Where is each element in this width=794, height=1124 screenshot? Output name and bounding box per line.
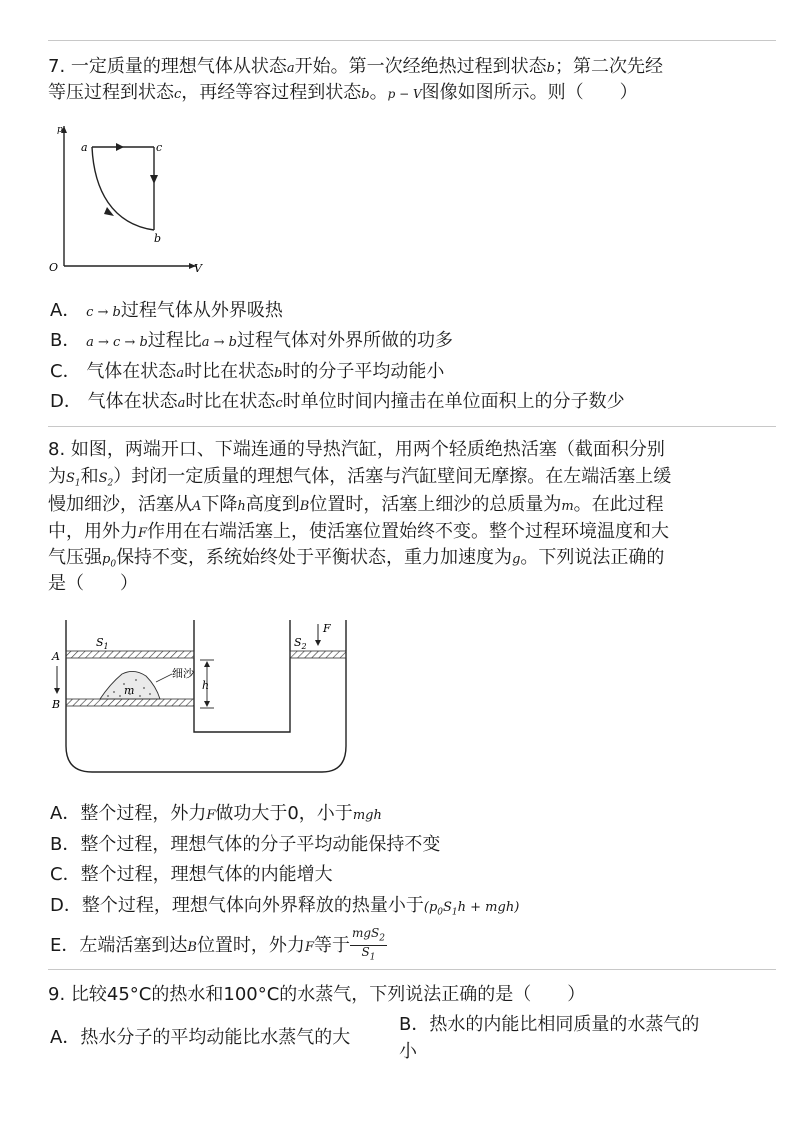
b-label: B xyxy=(52,698,61,711)
math: B xyxy=(187,939,197,955)
sand-label: 细沙 xyxy=(172,667,194,680)
math: b xyxy=(274,366,283,381)
h-arrow-up xyxy=(204,661,210,667)
point-b-label: b xyxy=(154,232,162,245)
q9-option-b-line1: B．热水的内能比相同质量的水蒸气的 xyxy=(399,1014,700,1035)
v-axis-label: V xyxy=(194,262,202,275)
math: g xyxy=(512,552,521,567)
option-text: 气体在状态 xyxy=(87,391,178,412)
q9-option-b-line2: 小 xyxy=(399,1041,417,1062)
option-label: A． xyxy=(50,803,81,824)
force-arrow-head xyxy=(315,640,321,646)
q8-option-c xyxy=(50,862,333,888)
origin-label: O xyxy=(49,261,59,274)
option-text: 过程气体从外界吸热 xyxy=(120,300,283,321)
q7-option-a xyxy=(50,298,283,326)
option-label: E． xyxy=(50,934,80,956)
math: $S_2$ xyxy=(98,471,114,489)
q7-stem-line2 xyxy=(48,80,638,108)
math: a → c → b xyxy=(86,335,148,350)
point-c-label: c xyxy=(156,141,163,154)
force-label: F xyxy=(323,622,331,635)
stem-text: 。下列说法正确的 xyxy=(520,547,665,568)
math: $p_0$ xyxy=(102,552,117,570)
option-text: 整个过程，理想气体的分子平均动能保持不变 xyxy=(80,834,441,855)
option-text: 左端活塞到达 xyxy=(79,934,188,956)
piston-s2 xyxy=(290,651,346,658)
q8-option-d xyxy=(50,893,519,926)
q8-option-b xyxy=(50,832,440,858)
separator-q7-q8 xyxy=(48,426,776,427)
q7-stem-text: ；第二次先经 xyxy=(555,56,663,77)
math: h xyxy=(237,499,246,514)
cylinder-inner-divider xyxy=(194,620,290,732)
option-text: 整个过程，理想气体的内能增大 xyxy=(80,864,333,885)
stem-text: 。在此过程 xyxy=(573,494,664,515)
stem-text: 作用在右端活塞上，使活塞位置始终不变。整个过程环境温度和大 xyxy=(147,521,670,542)
h-label: h xyxy=(202,679,210,692)
math: c → b xyxy=(86,305,121,320)
option-text: 过程比 xyxy=(147,330,202,351)
option-text: 时比在状态 xyxy=(185,391,276,412)
stem-text: ）封闭一定质量的理想气体，活塞与汽缸壁间无摩擦。在左端活塞上缓 xyxy=(113,466,672,487)
s2-label: $S_2$ xyxy=(294,636,307,651)
q8-option-e xyxy=(50,927,387,965)
math: F xyxy=(138,526,148,541)
math: mgh xyxy=(352,808,382,823)
q7-stem-text: 图像如图所示。则（ ） xyxy=(421,82,638,103)
q8-stem-line1: 8. 如图，两端开口、下端连通的导热汽缸，用两个轻质绝热活塞（截面积分别 xyxy=(48,439,665,460)
option-text: 过程气体对外界所做的功多 xyxy=(237,330,453,351)
top-rule xyxy=(48,40,776,41)
math: F xyxy=(304,939,314,955)
q8-stem-line5 xyxy=(48,545,664,578)
option-label: C． xyxy=(50,864,81,885)
q7-option-b xyxy=(50,328,453,356)
q7-stem-text: 等压过程到状态 xyxy=(48,82,174,103)
math: m xyxy=(561,499,574,514)
option-label: C． xyxy=(50,361,81,382)
q8-stem-line4 xyxy=(48,519,669,547)
q7-var-a: a xyxy=(286,61,295,76)
sand-mass-label: m xyxy=(124,684,135,697)
q7-stem-text: ，再经等容过程到状态 xyxy=(181,82,362,103)
isobaric-arrow xyxy=(116,143,124,151)
option-label: A． xyxy=(50,300,81,321)
math: F xyxy=(206,808,216,823)
math: B xyxy=(299,499,310,514)
option-text: 等于 xyxy=(313,934,350,956)
piston-a xyxy=(66,651,194,658)
q8-stem-line6: 是（ ） xyxy=(48,573,138,594)
option-text: 时比在状态 xyxy=(184,361,275,382)
stem-text: 中，用外力 xyxy=(48,521,138,542)
q9-option-a: A．热水分子的平均动能比水蒸气的大 xyxy=(50,1027,351,1048)
option-text: 做功大于0，小于 xyxy=(215,803,353,824)
stem-text: 慢加细沙，活塞从 xyxy=(48,494,192,515)
sand-leader-line xyxy=(156,674,172,682)
math: a → b xyxy=(201,335,237,350)
option-text: 时的分子平均动能小 xyxy=(282,361,445,382)
stem-text: 高度到 xyxy=(245,494,300,515)
p-axis-label: p xyxy=(57,125,63,135)
stem-text: 为 xyxy=(48,466,66,487)
q7-pv-diagram xyxy=(44,120,214,280)
option-label: B． xyxy=(50,834,81,855)
q7-var-c: c xyxy=(174,87,182,102)
fraction: mgS$_2$ $S_1$ xyxy=(351,926,385,963)
math: A xyxy=(192,499,202,514)
q7-var-b2: b xyxy=(361,87,370,102)
q7-stem-line1 xyxy=(48,54,663,82)
piston-b xyxy=(66,699,194,706)
separator-q8-q9 xyxy=(48,969,776,970)
q7-stem-text: 开始。第一次经绝热过程到状态 xyxy=(294,56,547,77)
q8-option-a xyxy=(50,801,382,829)
option-text: 位置时，外力 xyxy=(196,934,305,956)
option-label: D． xyxy=(50,391,82,412)
q7-var-b: b xyxy=(546,61,555,76)
left-arrow-head xyxy=(54,688,60,694)
stem-text: 和 xyxy=(80,466,99,487)
q7-pv-label: p − V xyxy=(387,87,422,101)
q7-stem-text: 。 xyxy=(369,82,388,103)
q7-option-c xyxy=(50,359,444,387)
math: a xyxy=(176,366,185,381)
q9-stem: 9. 比较45°C的热水和100°C的水蒸气，下列说法正确的是（ ） xyxy=(48,984,586,1005)
point-a-label: a xyxy=(81,141,88,154)
math: $S_1$ xyxy=(66,471,81,489)
q7-stem-text: 7. 一定质量的理想气体从状态 xyxy=(48,56,287,77)
stem-text: 下降 xyxy=(201,494,238,515)
s1-label: $S_1$ xyxy=(96,636,109,651)
q8-stem-line3 xyxy=(48,492,664,520)
option-text: 气体在状态 xyxy=(86,361,177,382)
h-arrow-down xyxy=(204,701,210,707)
math: a xyxy=(177,396,186,411)
math: $(p_0S_1h + mgh)$ xyxy=(423,900,520,918)
option-text: 整个过程，外力 xyxy=(80,803,207,824)
option-label: B． xyxy=(50,330,81,351)
math: c xyxy=(275,396,283,411)
option-text: 整个过程，理想气体向外界释放的热量小于 xyxy=(81,895,424,916)
stem-text: 保持不变，系统始终处于平衡状态，重力加速度为 xyxy=(116,547,513,568)
stem-text: 位置时，活塞上细沙的总质量为 xyxy=(309,494,562,515)
stem-text: 气压强 xyxy=(48,547,102,568)
option-label: D． xyxy=(50,895,82,916)
isochoric-arrow xyxy=(150,175,158,184)
q7-option-d xyxy=(50,389,625,417)
a-label: A xyxy=(52,650,60,663)
option-text: 时单位时间内撞击在单位面积上的分子数少 xyxy=(282,391,625,412)
q8-cylinder-diagram xyxy=(44,614,354,780)
adiabatic-curve xyxy=(92,147,154,230)
